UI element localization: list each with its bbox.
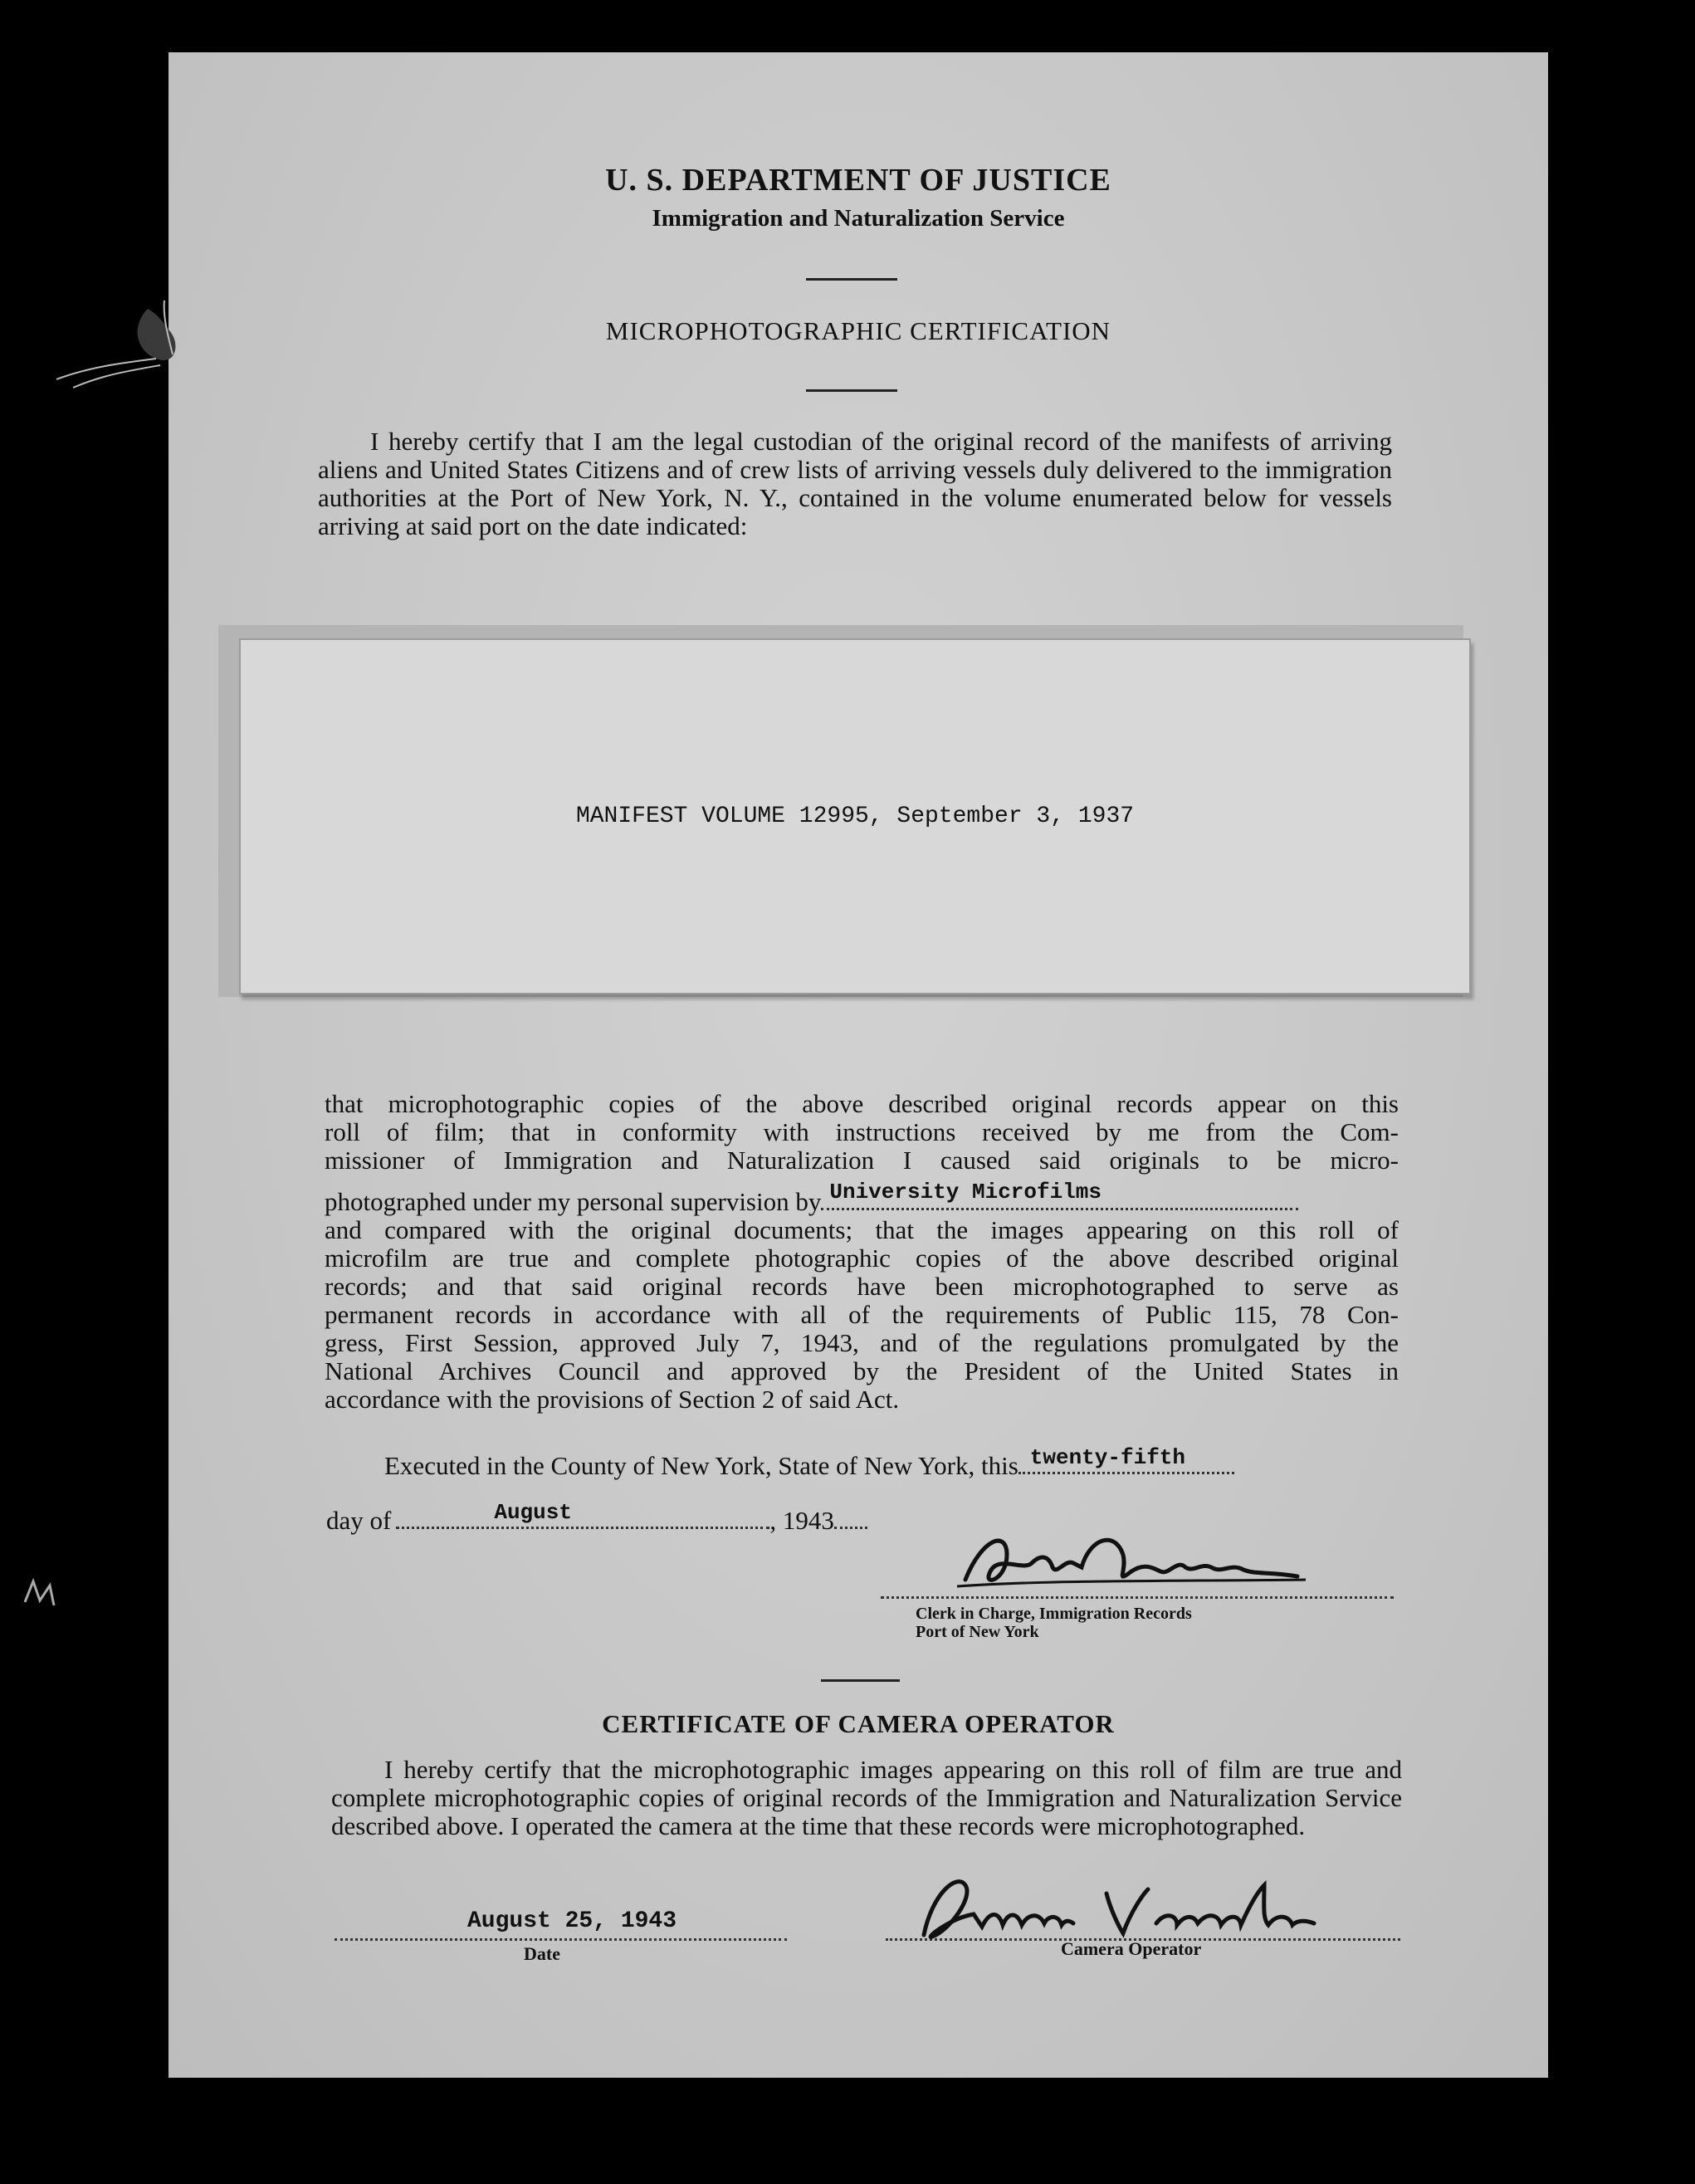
supervision-line — [325, 1180, 1399, 1216]
paper-speck-mark — [17, 1569, 66, 1619]
divider — [806, 389, 897, 392]
camera-operator-paragraph: I hereby certify that the microphotographic images appearing on this roll of film are true and complete microphotographic copies of original records of the Immigration and Naturalization Service described above. I operated the camera at the time that these records were microphotographed. — [331, 1755, 1402, 1840]
certification-body — [325, 1090, 1399, 1414]
supervisor-field — [821, 1180, 1298, 1210]
month-value: August — [494, 1500, 572, 1525]
date-line — [335, 1938, 787, 1941]
divider — [821, 1679, 900, 1682]
body-line: records; and that said original records have been microphotographed to serve as — [325, 1272, 1399, 1301]
year-prefix: , 194 — [769, 1506, 822, 1535]
body-line: microfilm are true and complete photographic copies of the above described original — [325, 1243, 1399, 1273]
supervisor-value: University Microfilms — [829, 1180, 1102, 1204]
intro-paragraph: I hereby certify that I am the legal custodian of the original record of the manifests of arriving aliens and United States Citizens and of crew lists of arriving vessels duly delivered to the immigration authorities at the Port of New York, N. Y., contained in the volume enumerated below for vessels arriving at said port on the date indicated: — [318, 427, 1392, 540]
body-line: permanent records in accordance with all of the requirements of Public 115, 78 Con- — [325, 1300, 1399, 1329]
supervision-prefix: photographed under my personal supervision by — [325, 1187, 822, 1216]
date-caption: Date — [524, 1943, 560, 1964]
camera-operator-title: CERTIFICATE OF CAMERA OPERATOR — [602, 1709, 1115, 1738]
day-field — [1018, 1447, 1234, 1474]
clerk-port: Port of New York — [916, 1623, 1039, 1641]
month-field — [396, 1502, 769, 1529]
execution-line — [384, 1447, 1234, 1481]
manifest-slip — [239, 638, 1471, 994]
execution-prefix: Executed in the County of New York, State of New York, this — [384, 1451, 1018, 1480]
certification-title: MICROPHOTOGRAPHIC CERTIFICATION — [605, 316, 1111, 345]
clerk-signature — [949, 1522, 1314, 1605]
divider — [806, 278, 897, 281]
operator-caption: Camera Operator — [1061, 1938, 1202, 1959]
body-line: gress, First Session, approved July 7, 1943, and of the regulations promulgated by the — [325, 1328, 1399, 1357]
certificate-sheet — [169, 52, 1548, 2078]
body-line: National Archives Council and approved by the President of the United States in — [325, 1356, 1399, 1385]
service-subtitle: Immigration and Naturalization Service — [652, 205, 1065, 232]
clerk-title: Clerk in Charge, Immigration Records — [916, 1605, 1192, 1623]
year-field — [834, 1502, 867, 1529]
clerk-caption — [916, 1605, 1192, 1641]
body-line: missioner of Immigration and Naturalization I caused said originals to be micro- — [325, 1146, 1399, 1175]
month-year-line — [326, 1502, 867, 1536]
body-line: accordance with the provisions of Section 2 of said Act. — [325, 1385, 900, 1414]
day-of-label: day of — [326, 1506, 392, 1535]
body-line: roll of film; that in conformity with instructions received by me from the Com- — [325, 1117, 1399, 1146]
department-title: U. S. DEPARTMENT OF JUSTICE — [605, 163, 1111, 198]
manifest-volume-label: MANIFEST VOLUME 12995, September 3, 1937 — [575, 804, 1135, 829]
body-line: and compared with the original documents; that the images appearing on this roll of — [325, 1215, 1399, 1244]
body-line: that microphotographic copies of the above described original records appear on this — [325, 1089, 1399, 1118]
operator-signature — [899, 1869, 1364, 1947]
day-value: twenty-fifth — [1029, 1445, 1185, 1470]
paper-tear-mark — [56, 292, 198, 400]
year-digit: 3 — [821, 1506, 834, 1535]
date-value: August 25, 1943 — [467, 1908, 677, 1934]
